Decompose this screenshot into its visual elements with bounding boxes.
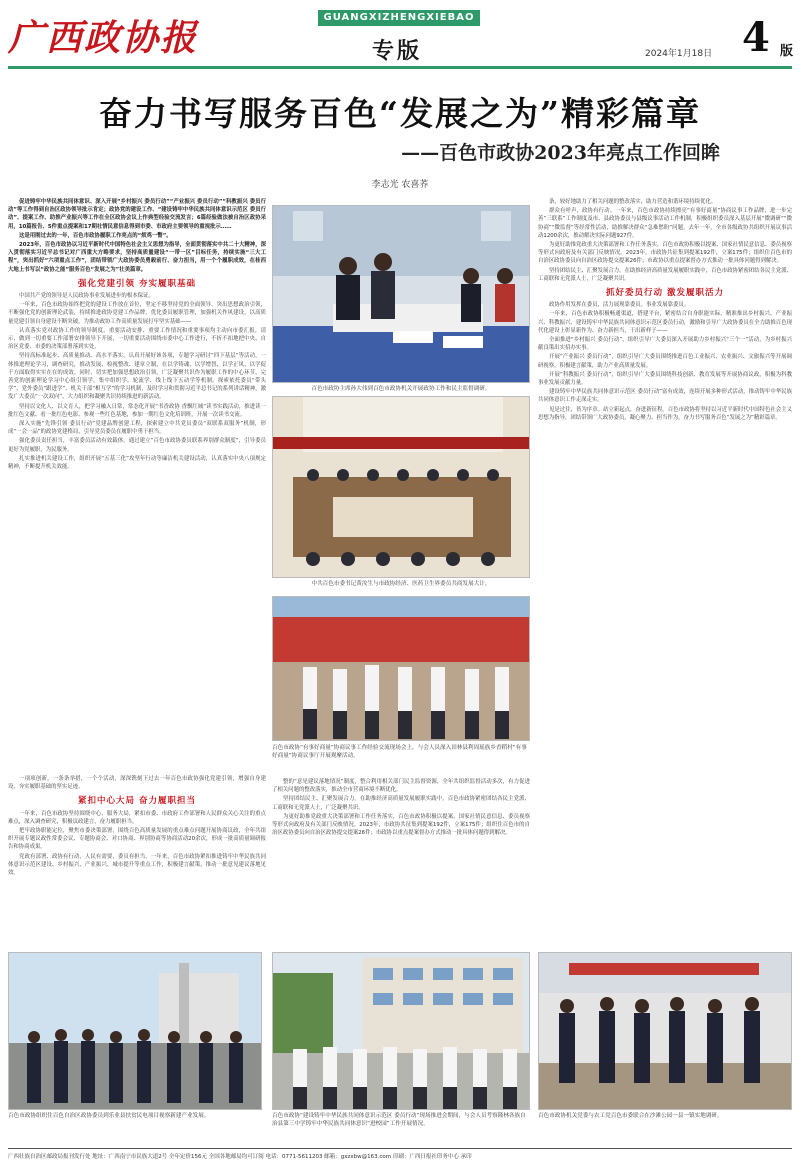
body-paragraph: 条，较好地助力了相关问题的整改落实，助力营造和谐环境持续优化。: [549, 199, 717, 205]
photo-school-visit: [272, 952, 530, 1110]
text-column-3: [538, 198, 792, 941]
body-paragraph: 一年来，百色市政协坚持围绕中心、服务大局，紧扣市委、市政府工作部署和人民群众关心关注的重点难点，深入调查研究，积极议政建言，奋力履职担当。: [8, 810, 266, 825]
footer-rule: [8, 1148, 792, 1149]
byline: 李志光 农喜荞: [371, 180, 429, 190]
issue-date: 2024年1月18日: [645, 49, 713, 59]
body-paragraph: 坚持高标准起步、高质量推动、高水平落实，认真开展好该各项，专题学习研讨“四下基层”等活动，一体推进理论学习，调查研究，推动发展、检视整改、建章立制，在以学铸魂、以学增智、以学正风、以学促干方面取得实实在在的成效。同时，切实把加强思想政治引领，广泛凝聚共识作为履职工作的中心环节，完善党的创新理论学习中心组引领学，集中组织学，轮流学、线上线下五动学等机制，探索依托委员“带头学”、党外委员“跟进学”、机关干部“相互学”的学习机制，及时学习和贯彻习近平总书记的系列讲话精神，激发广大委员“一次双向”，大力组织和凝聚共识持续推进的新活动。: [8, 353, 266, 401]
body-paragraph: 中国共产党的领导是人民政协事业发展进步的根本保证。: [19, 293, 154, 300]
photo-caption: 百色市政协组织住百色自治区政协委员到乐业县扶贫民电项目视察新建产业发展。: [8, 1113, 210, 1119]
text-column-2-lower: [272, 778, 530, 941]
section-name: 专版: [372, 38, 423, 64]
lead-paragraph: 促进铸牢中华民族共同体意识、深入开展“乡村振兴 委员行动”“产业振兴 委员行动”“科教振兴 委员行动”等工作得到自治区政协领导批示肯定；政协党的建设工作、“建设铸牢中华民族共同体意识示范区 委员行动”、提案工作、助推产业振兴等工作在全区政协会议上作典型经验交流发言；6篇经验做法被自治区政协采用，10篇报告、5件重点提案和17期社情民意信息得到市委、市政府主要领导的重视批示……: [8, 199, 266, 230]
text-column-1-lower: [8, 775, 266, 945]
photo-conference-table: [272, 396, 530, 578]
footer-info: 广西壮族自治区邮政局报刊发行处 地址：广西南宁市民族大道2号 全年定价156元 全国各地邮局均可订阅 电话：0771-5611203 邮箱：gxzxbw@163.com 印刷：广西日报社印务中心 承印: [8, 1154, 472, 1160]
photo-caption: 百色市政协“有事好商量”协商议事工作经验交流现场会上，与会人员深入田林县利周瑶族乡香稻村“有事好商量”协商议事厅开展观摩活动。: [272, 745, 527, 759]
body-paragraph: 坚持团结民主、汇聚发展合力。在助推经济高质量发展履职实践中，百色市政协紧密团结各民主党派、工商联和无党派人士，广泛凝聚共识。: [538, 267, 792, 282]
body-paragraph: 开展“科教振兴 委员行动”，组织引导广大委员围绕科技创新、教育发展等开展协商议政，积极为科教事业发展贡献力量。: [538, 371, 792, 387]
body-paragraph: 一项项创新，一条条举措，一个个活动，深深镌刻下过去一年百色市政协强化党建引领，增强自身建设，夯实履职基础的坚实足迹。: [8, 776, 266, 791]
body-paragraph: 政协作用发挥在委员，活力展现靠委员。事业发展靠委员。: [549, 302, 690, 309]
photo-village-visit: [272, 596, 530, 741]
section-heading-2: 紧扣中心大局 奋力履职担当: [78, 796, 196, 807]
photo-caption: 百色市政协“建设铸牢中华民族共同体意识示范区 委员行动”现场推进会期间，与会人员考察隆林各族自治县第三中学铸牢中华民族共同体意识“进校园”工作开展情况。: [272, 1113, 526, 1127]
headline: 奋力书写服务百色“发展之为”精彩篇章: [99, 94, 701, 133]
masthead-rule: [8, 66, 792, 69]
body-paragraph: 全面推进“乡村振兴 委员行动”，组织引导广大委员深入开展助力乡村振兴“三个一”活动，为乡村振兴献良策出实招办实事。: [538, 337, 792, 352]
photo-meeting-podium: [272, 205, 530, 383]
body-paragraph: 扎实推进机关建设工作，组织开展“五基三化”攻坚年行动等廉洁机关建设活动，认真落实中央八项规定精神，不断提升机关效能。: [8, 455, 266, 471]
body-paragraph: 一年来，百色市政协始终把党的建设工作放在首位，坚定不移坚持党的全面领导，突出思想政治引领，不断强化党的创新理论武装，持续推进政协党建工作品牌，优化委员履职管理，加强机关作风建设，以高质量党建引领自身建设不断突破，为推动政协工作高质量发展打牢坚实基础——: [8, 302, 266, 325]
body-paragraph: 建设铸牢中华民族共同体意识示范区 委员行动”富有成效，连续开展多种形式活动，推动铸牢中华民族共同体意识工作走深走实。: [538, 389, 792, 404]
body-paragraph: 认真落实党对政协工作的领导制度，重要活动安排、重要工作情况和重要事项均主动向市委汇报，请示，做到一切重要工作部署安排领导下开展，一切重要活动围绕市委中心工作进行，不折不扣地把中央、自治区党委、市委的决策部署落到实处。: [8, 327, 266, 351]
page-number: 4: [742, 14, 770, 61]
page-unit: 版: [780, 44, 794, 59]
body-paragraph: 坚持团结民主、汇聚发展合力。在助推经济高质量发展履职实践中，百色市政协紧密团结各民主党派、工商联和无党派人士，广泛凝聚共识。: [272, 796, 530, 811]
masthead-pinyin: GUANGXIZHENGXIEBAO: [318, 10, 480, 26]
photo-joint-research: [538, 952, 792, 1110]
photo-caption: 中共百色市委书记黄汝生与市政协经济、医药卫生界委员共商发展大计。: [311, 581, 491, 587]
body-paragraph: 强化委员责任担当，丰富委员活动有效载体。通过建立“百色市政协委员联系界别群众制度”，引导委员更好为党履职，为民服务。: [8, 438, 266, 453]
body-paragraph: 整的“意见建议落地情况”制度，整合利用相关部门民主监督资源，全年共组织监督活动多次，有力促进了相关问题的整改落实，推动全市营商环境不断优化。: [272, 779, 530, 794]
body-paragraph: 一年来，百色市政协积极畅通渠道，搭建平台，紧密结合自身职能实际，精准推出乡村振兴、产业振兴、科教振兴、建设铸牢中华民族共同体意识示范区委员行动，激励和引导广大政协委员在全力助推百色现代化建设上彰显新作为、奋力新担当，干出新样子——: [538, 311, 792, 334]
masthead-title: 广西政协报: [8, 17, 199, 59]
intro-paragraph: 2023年，百色市政协以习近平新时代中国特色社会主义思想为指导，全面贯彻落实中共二十大精神，深入贯彻落实习近平总书记对广西重大方略要求，坚持高质量建设“一带一区”目标任务，持续实施“三大工程”，突出抓好“六项重点工作”，团结带领广大政协委员勇毅前行、奋力担当，用一个个履职成效，在桂西大地上书写以“政协之能”服务百色“发展之为”壮美篇章。: [8, 242, 266, 273]
section-heading-3: 抓好委员行动 激发履职活力: [606, 288, 724, 299]
body-paragraph: 为更好助推党政重大决策部署和工作任务落实，百色市政协积极以提案、国家社情民意信息、委员视察等形式向政府及有关部门反映情况。2023年，市政协共征集到提案192件，立案175件；组织住百色市的自治区政协委员向自治区政协提交提案26件；市政协以重点提案督办方式推动一批具体问题得到解决。: [272, 813, 530, 837]
body-paragraph: 党政有部署、政协有行动，人民有需要、委员有担当。一年来，百色市政协紧扣推进铸牢中华民族共同体意识示范区建设、乡村振兴、产业振兴、城市提升等重点工作，积极建言献策，推动一批意见建议落地见效。: [8, 853, 266, 877]
body-paragraph: 开展“产业振兴 委员行动”，组织引导广大委员围绕推进百色工业振兴、农业振兴、文旅振兴等开展调研视察，积极建言献策，助力产业高质量发展。: [538, 354, 792, 369]
photo-caption: 百色市政协机关党委与农工党百色市委联合在沙滩公园一县一镇实地调研。: [538, 1113, 723, 1119]
body-paragraph: 群众有呼声，政协有行动。一年来，百色市政协持续擦亮“有事好商量”协商议事工作品牌，进一步完善“三联系”工作制度及市、县政协委员与县级议事活动工作机制，积极组织委员深入基层开展“微调研”“微协商”“微监督”等经常性活动，助推解决群众“急难愁盼”问题。去年一年，全市各级政协共组织开展议事活动1200余次，推动解决实际问题927件。: [538, 208, 792, 239]
subheadline: ——百色市政协2023年亮点工作回眸: [401, 142, 720, 164]
body-paragraph: 为更好助推党政重大决策部署和工作任务落实，百色市政协积极以提案、国家社情民意信息、委员视察等形式向政府及有关部门反映情况。2023年，市政协共征集到提案192件，立案175件；组织住百色市的自治区政协委员向自治区政协提交提案26件；市政协以重点提案督办方式推动一批具体问题得到解决。: [538, 242, 792, 265]
photo-power-station: [8, 952, 262, 1110]
body-paragraph: 把牢政协职能定位，聚焦市委决策部署，围绕百色高质量发展的重点难点问题开展协商议政，全年共组织开展专题议政性常委会议、专题协商会、对口协商、界别协商等协商活动20余次，形成一批高质量调研报告和协商成果。: [8, 828, 266, 851]
body-paragraph: 见是过往，皆为序章。站立新起点，奋进新征程。百色市政协将坚持以习近平新时代中国特色社会主义思想为指导，团结带领广大政协委员，凝心聚力、担当作为，奋力书写服务百色“发展之为”精彩篇章。: [538, 406, 792, 421]
body-paragraph: 深入实施“先锋引领 委员行动”党建品牌创建工程，探索建立中共党员委员“双联系双服务”机制，形成“一会一品”的政协党建格局，引导党员委员在履职中勇于担当。: [8, 421, 266, 436]
photo-caption: 百色市政协主席孙大伟到百色市政协机关开展政协工作和民主监督调研。: [311, 386, 491, 392]
body-paragraph: 坚持以文化人、以文育人，把学习融入日常，常态化开展“书香政协 香飘红城”读书实践活动，推进读一批红色文献、看一批红色电影、参观一些红色基地，参加一期红色文化培训班，开展一次读书交流。: [8, 403, 266, 418]
section-heading-1: 强化党建引领 夯实履职基础: [78, 278, 196, 289]
lead-paragraph-2: 这是用刚过去的一年，百色市政协履职工作亮点的“烦鸡一瞥”。: [19, 232, 172, 239]
